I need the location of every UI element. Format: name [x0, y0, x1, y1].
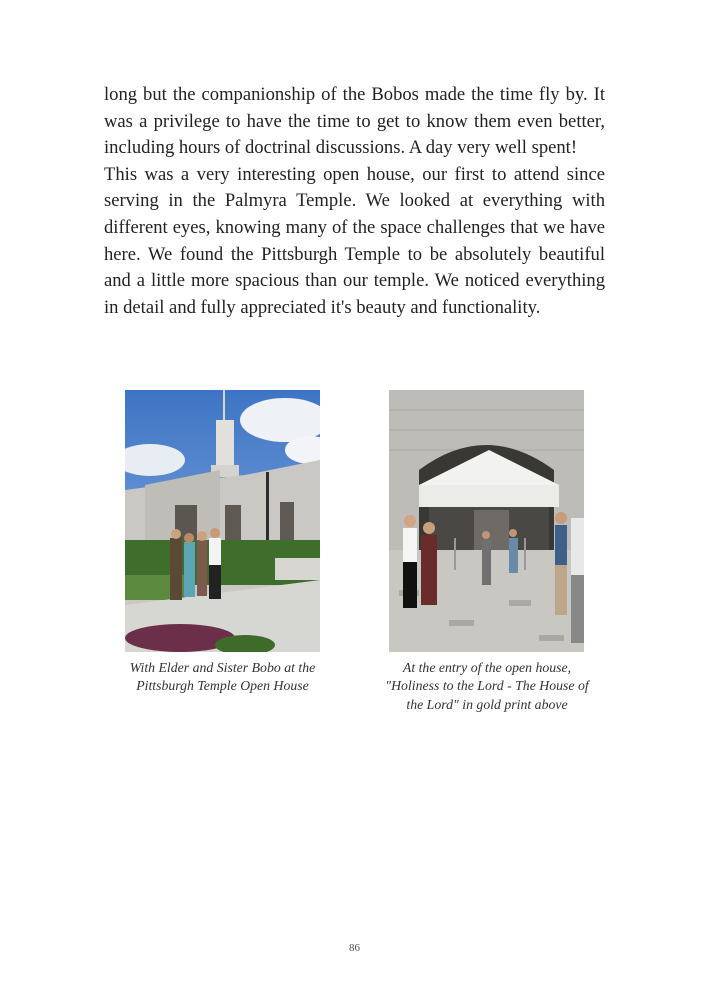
page-number: 86	[349, 942, 360, 954]
figure-caption	[110, 659, 335, 696]
caption-line: "Holiness to the Lord - The House of	[385, 678, 589, 694]
caption-line: Pittsburgh Temple Open House	[136, 678, 309, 694]
temple-exterior-photo	[125, 390, 320, 652]
paragraph: long but the companionship of the Bobos made the time fly by. It was a privilege to have the time to get to know them even better, including hours of doctrinal discussions. A day very well spent!	[104, 84, 605, 159]
figure-caption	[368, 659, 606, 714]
paragraph: This was a very interesting open house, our first to attend since serving in the Palmyra Temple. We looked at everything with different eyes, knowing many of the space challenges that we have here. We found the Pittsburgh Temple to be absolutely beautiful and a little more spacious than our temple. We noticed everything in detail and fully appreciated it's beauty and functionality.	[104, 163, 605, 318]
open-house-entry-photo	[389, 390, 584, 652]
caption-line: the Lord" in gold print above	[406, 696, 568, 712]
body-text	[104, 82, 605, 321]
caption-line: With Elder and Sister Bobo at the	[129, 660, 316, 675]
caption-line: At the entry of the open house,	[402, 660, 572, 675]
